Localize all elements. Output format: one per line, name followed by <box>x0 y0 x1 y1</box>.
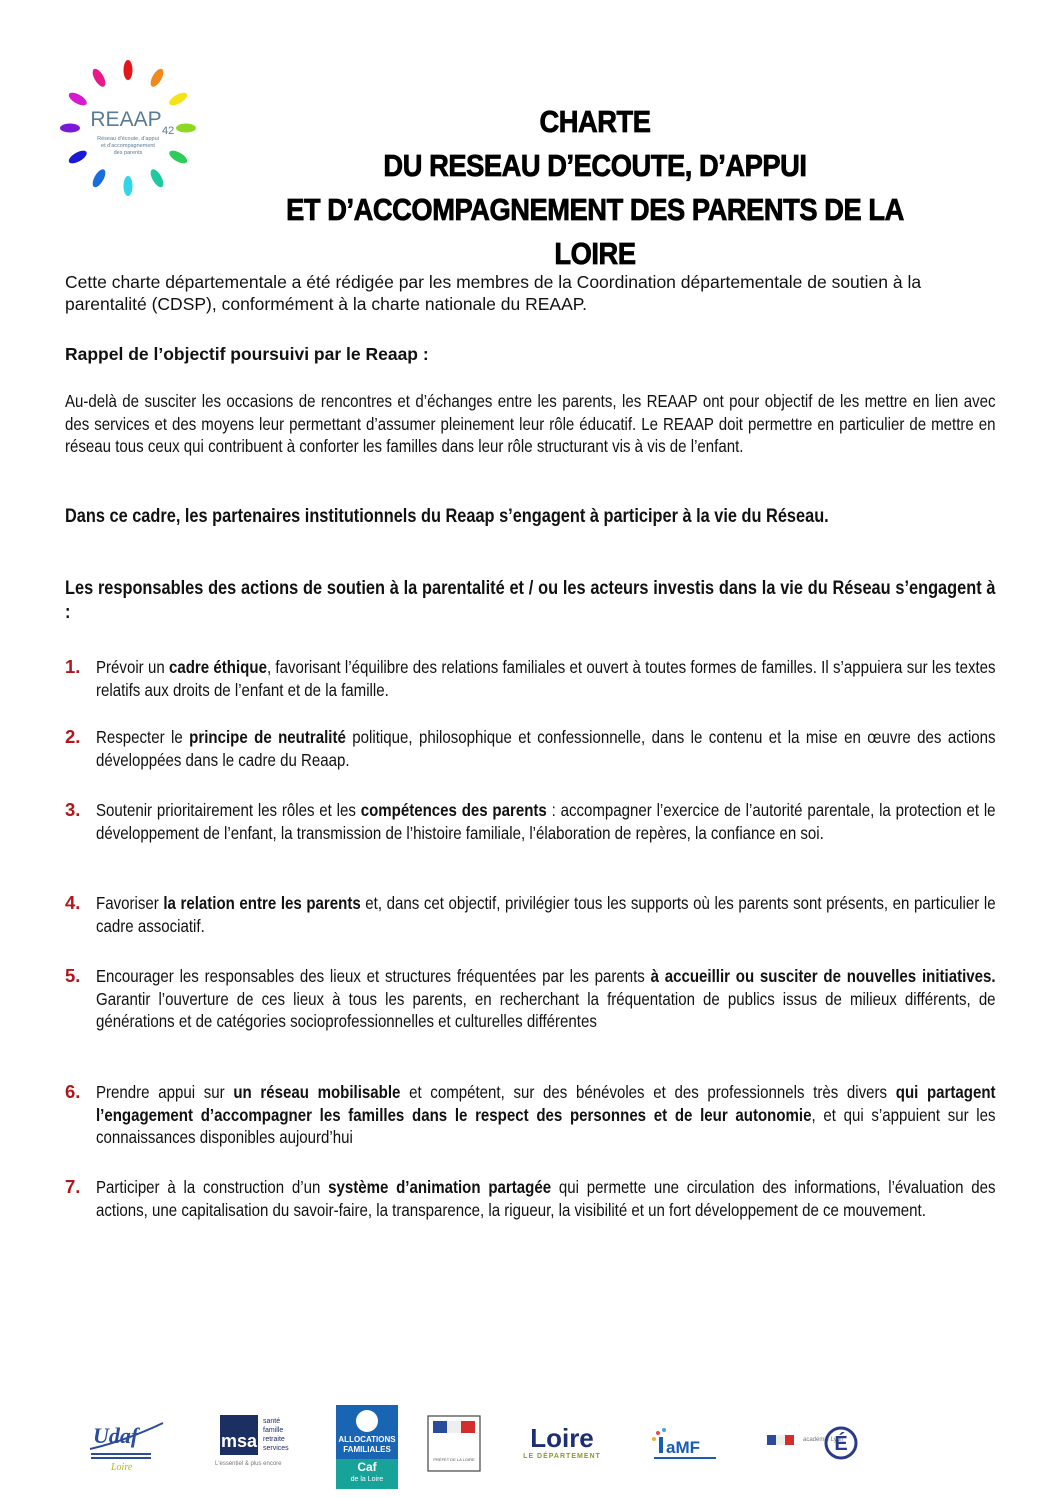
academie-logo <box>763 1417 863 1469</box>
rappel-heading: Rappel de l’objectif poursuivi par le Reaap : <box>65 344 429 364</box>
caf-org-label: ALLOCATIONS FAMILIALES <box>338 1435 396 1454</box>
item-text: Encourager les responsables des lieux et structures fréquentées par les parents à accueillir ou susciter de nouvelles initiatives. Garantir l’ouverture de ces lieux à tous les parents, en recherchant la fréquentation de publics issus de milieux différents, de générations et de catégories socioprofessionnelles et culturelles différentes <box>96 966 996 1031</box>
logo-petal <box>124 60 133 80</box>
svg-text:msa: msa <box>220 1431 258 1451</box>
intro-line-1: Cette charte départementale a été rédigée par les membres de la Coordination départementale de soutien à la <box>65 272 922 292</box>
svg-text:PRÉFET DE LA LOIRE: PRÉFET DE LA LOIRE <box>433 1457 475 1462</box>
svg-text:aMF: aMF <box>666 1438 700 1457</box>
logo-petal <box>167 90 189 108</box>
logo-petal <box>124 176 133 196</box>
item-number: 3. <box>65 799 81 820</box>
item-number: 6. <box>65 1081 81 1102</box>
msa-logo <box>215 1413 320 1473</box>
responsables-paragraph: Les responsables des actions de soutien à la parentalité et / ou les acteurs investis dans la vie du Réseau s’engagent à : <box>65 578 996 623</box>
logo-petal <box>148 67 166 89</box>
svg-text:É: É <box>834 1433 848 1455</box>
item-number: 1. <box>65 656 81 677</box>
svg-text:services: services <box>263 1445 289 1452</box>
caf-emblem-icon <box>356 1410 378 1432</box>
logo-tagline-2: et d'accompagnement <box>101 143 155 149</box>
caf-name-label: Caf <box>357 1460 377 1474</box>
svg-text:Udaf: Udaf <box>93 1423 139 1448</box>
svg-text:L'essentiel & plus encore: L'essentiel & plus encore <box>215 1461 282 1467</box>
title-line-1: CHARTE <box>539 104 651 139</box>
logo-petal <box>148 167 166 189</box>
logo-petal <box>90 167 108 189</box>
partner-logos <box>70 1405 890 1490</box>
reaap42-logo <box>58 58 198 198</box>
intro-paragraph <box>65 271 995 315</box>
logo-petal <box>67 148 89 166</box>
title-line-3: ET D’ACCOMPAGNEMENT DES PARENTS DE LA LOIRE <box>286 192 904 271</box>
svg-text:Loire: Loire <box>111 1462 133 1473</box>
partenaires-paragraph: Dans ce cadre, les partenaires institutionnels du Reaap s’engagent à participer à la vie du Réseau. <box>65 506 829 527</box>
logo-tagline-1: Réseau d'écoute, d'appui <box>97 136 159 142</box>
logo-subscript: 42 <box>162 125 175 137</box>
svg-text:famille: famille <box>263 1427 284 1434</box>
logo-tagline-3: des parents <box>113 150 143 156</box>
svg-text:Loire: Loire <box>530 1423 594 1453</box>
title-line-2: DU RESEAU D’ECOUTE, D’APPUI <box>383 148 807 183</box>
item-number: 4. <box>65 892 81 913</box>
udaf-logo <box>85 1413 170 1473</box>
item-text: Prendre appui sur un réseau mobilisable et compétent, sur des bénévoles et des professionnels très divers qui partagent l’engagement d’accompagner les familles dans le respect des personnes et de leur autonomie, et qui s’appuient sur les connaissances disponibles aujourd’hui <box>96 1082 996 1147</box>
svg-text:retraite: retraite <box>263 1436 285 1443</box>
logo-petal <box>67 90 89 108</box>
caf-logo <box>336 1405 398 1489</box>
item-number: 2. <box>65 726 81 747</box>
loire-departement-logo <box>510 1423 615 1463</box>
item-text: Respecter le principe de neutralité politique, philosophique et confessionnelle, dans le contenu et la mise en œuvre des actions développées dans le cadre du Reaap. <box>96 727 996 770</box>
item-text: Soutenir prioritairement les rôles et les compétences des parents : accompagner l’exercice de l’autorité parentale, la protection et le développement de l’enfant, la transmission de l’histoire familiale, l’élaboration de repères, la confiance en soi. <box>96 800 996 843</box>
item-number: 5. <box>65 965 81 986</box>
logo-petal <box>60 124 80 133</box>
item-text: Favoriser la relation entre les parents et, dans cet objectif, privilégier tous les supports où les parents sont présents, en particulier le cadre associatif. <box>96 893 996 936</box>
prefet-logo <box>427 1415 482 1473</box>
caf-sub-label: de la Loire <box>350 1476 384 1483</box>
amf-logo <box>650 1425 725 1465</box>
logo-petal <box>176 124 196 133</box>
document-title <box>200 100 990 276</box>
svg-text:académie Lyon: académie Lyon <box>803 1437 844 1443</box>
svg-text:LE DÉPARTEMENT: LE DÉPARTEMENT <box>523 1453 601 1460</box>
item-text: Participer à la construction d’un système d’animation partagée qui permette une circulation des informations, l’évaluation des actions, une capitalisation du savoir-faire, la transparence, la rigueur, la visibilité et un fort développement de ce mouvement. <box>96 1177 996 1220</box>
intro-line-2: parentalité (CDSP), conformément à la charte nationale du REAAP. <box>65 294 588 314</box>
item-number: 7. <box>65 1176 81 1197</box>
logo-petal <box>167 148 189 166</box>
objectif-paragraph: Au-delà de susciter les occasions de rencontres et d’échanges entre les parents, les REAAP ont pour objectif de les mettre en lien avec des services et des moyens leur permettant d’assumer pleinement leur rôle éducatif. Le REAAP doit permettre en particulier de mettre en réseau tous ceux qui contribuent à conforter les familles dans leur rôle structurant vis à vis de l’enfant. <box>65 391 996 456</box>
item-text: Prévoir un cadre éthique, favorisant l’équilibre des relations familiales et ouvert à toutes formes de familles. Il s’appuiera sur les textes relatifs aux droits de l’enfant et de la famille. <box>96 657 996 700</box>
svg-text:santé: santé <box>263 1418 281 1425</box>
logo-name: REAAP <box>90 108 162 131</box>
logo-petal <box>90 67 108 89</box>
